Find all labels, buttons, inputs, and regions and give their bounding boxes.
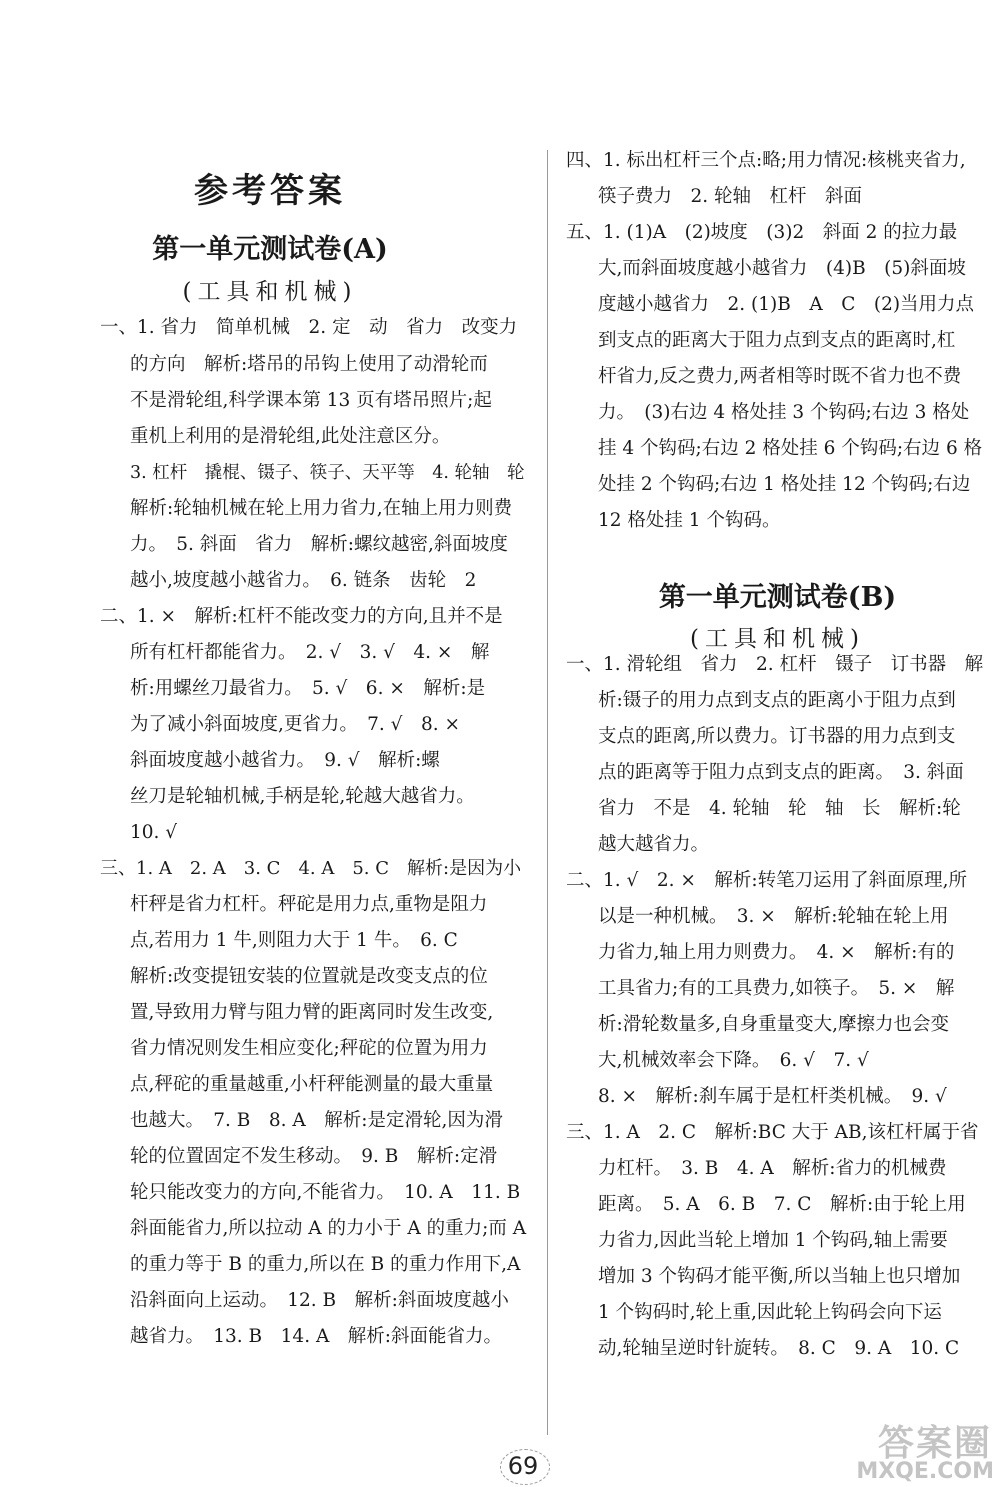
answer-line: 轮只能改变力的方向,不能省力。 10. A 11. B (130, 1182, 521, 1203)
answer-line: 轮的位置固定不发生移动。 9. B 解析:定滑 (130, 1146, 498, 1167)
section-a-subtitle: (工具和机械) (182, 279, 358, 305)
answer-line: 为了减小斜面坡度,更省力。 7. √ 8. × (130, 714, 460, 735)
section-b-subtitle: (工具和机械) (690, 626, 865, 652)
answer-line: 斜面能省力,所以拉动 A 的力小于 A 的重力;而 A (130, 1218, 527, 1239)
answer-line: 越小,坡度越小越省力。 6. 链条 齿轮 2 (130, 570, 477, 591)
answer-line: 三、1. A 2. A 3. C 4. A 5. C 解析:是因为小 (100, 858, 522, 879)
answer-line: 斜面坡度越小越省力。 9. √ 解析:螺 (130, 750, 440, 771)
watermark-url: MXQE.COM (856, 1459, 994, 1484)
answer-line: 丝刀是轮轴机械,手柄是轮,轮越大越省力。 (130, 786, 475, 807)
answer-line: 不是滑轮组,科学课本第 13 页有塔吊照片;起 (130, 390, 492, 411)
page-title: 参考答案 (194, 171, 346, 211)
answer-line: 也越大。 7. B 8. A 解析:是定滑轮,因为滑 (130, 1110, 503, 1131)
answer-line: 点,若用力 1 牛,则阻力大于 1 牛。 6. C (130, 930, 458, 951)
answer-line: 二、1. √ 2. × 解析:转笔刀运用了斜面原理,所 (566, 870, 967, 891)
answer-line: 筷子费力 2. 轮轴 杠杆 斜面 (598, 186, 863, 207)
answer-line: 一、1. 省力 简单机械 2. 定 动 省力 改变力 (100, 317, 518, 338)
answer-line: 解析:轮轴机械在轮上用力省力,在轴上用力则费 (130, 498, 513, 519)
answer-line: 省力情况则发生相应变化;秤砣的位置为用力 (130, 1038, 488, 1059)
answer-line: 析:用螺丝刀最省力。 5. √ 6. × 解析:是 (130, 678, 486, 699)
answer-line: 12 格处挂 1 个钩码。 (598, 510, 781, 531)
answer-line: 10. √ (130, 822, 178, 843)
answer-line: 力省力,因此当轮上增加 1 个钩码,轴上需要 (598, 1230, 948, 1251)
answer-line: 沿斜面向上运动。 12. B 解析:斜面坡度越小 (130, 1290, 509, 1311)
answer-line: 力杠杆。 3. B 4. A 解析:省力的机械费 (598, 1158, 947, 1179)
answer-line: 距离。 5. A 6. B 7. C 解析:由于轮上用 (598, 1194, 966, 1215)
watermark-logo (810, 1415, 1000, 1486)
answer-line: 处挂 2 个钩码;右边 1 格处挂 12 个钩码;右边 (598, 474, 971, 495)
answer-line: 二、1. × 解析:杠杆不能改变力的方向,且并不是 (100, 606, 503, 627)
watermark-chinese: 答案圈 (877, 1423, 992, 1464)
answer-line: 杆秤是省力杠杆。秤砣是用力点,重物是阻力 (130, 894, 488, 915)
answer-line: 以是一种机械。 3. × 解析:轮轴在轮上用 (598, 906, 949, 927)
answer-line: 越省力。 13. B 14. A 解析:斜面能省力。 (130, 1326, 503, 1347)
answer-line: 到支点的距离大于阻力点到支点的距离时,杠 (598, 330, 956, 351)
answer-line: 挂 4 个钩码;右边 2 格处挂 6 个钩码;右边 6 格 (598, 438, 983, 459)
answer-line: 一、1. 滑轮组 省力 2. 杠杆 镊子 订书器 解 (566, 654, 984, 675)
answer-line: 的重力等于 B 的重力,所以在 B 的重力作用下,A (130, 1254, 521, 1275)
answer-line: 解析:改变提钮安装的位置就是改变支点的位 (130, 966, 488, 987)
answer-line: 大,机械效率会下降。 6. √ 7. √ (598, 1050, 869, 1071)
answer-line: 支点的距离,所以费力。订书器的用力点到支 (598, 726, 956, 747)
answer-line: 越大越省力。 (598, 834, 710, 855)
answer-line: 置,导致用力臂与阻力臂的距离同时发生改变, (130, 1002, 494, 1023)
answer-line: 析:滑轮数量多,自身重量变大,摩擦力也会变 (598, 1014, 949, 1035)
section-b-title: 第一单元测试卷(B) (658, 582, 897, 613)
answer-line: 力。 5. 斜面 省力 解析:螺纹越密,斜面坡度 (130, 534, 508, 555)
answer-line: 的方向 解析:塔吊的吊钩上使用了动滑轮而 (130, 354, 488, 375)
answer-line: 3. 杠杆 撬棍、镊子、筷子、天平等 4. 轮轴 轮 (130, 463, 525, 483)
answer-line: 力。 (3)右边 4 格处挂 3 个钩码;右边 3 格处 (598, 402, 970, 423)
section-a-title: 第一单元测试卷(A) (152, 234, 388, 265)
answer-line: 所有杠杆都能省力。 2. √ 3. √ 4. × 解 (130, 642, 490, 663)
answer-line: 点,秤砣的重量越重,小杆秤能测量的最大重量 (130, 1074, 494, 1095)
answer-line: 重机上利用的是滑轮组,此处注意区分。 (130, 426, 451, 447)
page-number: 69 (507, 1452, 539, 1480)
answer-line: 增加 3 个钩码才能平衡,所以当轴上也只增加 (598, 1266, 961, 1287)
answer-line: 省力 不是 4. 轮轴 轮 轴 长 解析:轮 (598, 798, 961, 819)
answer-line: 大,而斜面坡度越小越省力 (4)B (5)斜面坡 (598, 258, 966, 279)
answer-line: 三、1. A 2. C 解析:BC 大于 AB,该杠杆属于省 (566, 1122, 979, 1143)
answer-line: 杆省力,反之费力,两者相等时既不省力也不费 (598, 366, 962, 387)
column-divider (547, 150, 548, 1435)
answer-line: 力省力,轴上用力则费力。 4. × 解析:有的 (598, 942, 955, 963)
answer-line: 点的距离等于阻力点到支点的距离。 3. 斜面 (598, 762, 964, 783)
answer-line: 1 个钩码时,轮上重,因此轮上钩码会向下运 (598, 1302, 942, 1323)
answer-line: 工具省力;有的工具费力,如筷子。 5. × 解 (598, 978, 955, 999)
answer-line: 动,轮轴呈逆时针旋转。 8. C 9. A 10. C (598, 1338, 960, 1359)
answer-line: 析:镊子的用力点到支点的距离小于阻力点到 (598, 690, 956, 711)
answer-line: 度越小越省力 2. (1)B A C (2)当用力点 (598, 294, 975, 315)
answer-line: 五、1. (1)A (2)坡度 (3)2 斜面 2 的拉力最 (566, 222, 958, 243)
answer-line: 8. × 解析:刹车属于是杠杆类机械。 9. √ (598, 1086, 947, 1107)
answer-line: 四、1. 标出杠杆三个点:略;用力情况:核桃夹省力, (566, 150, 966, 171)
